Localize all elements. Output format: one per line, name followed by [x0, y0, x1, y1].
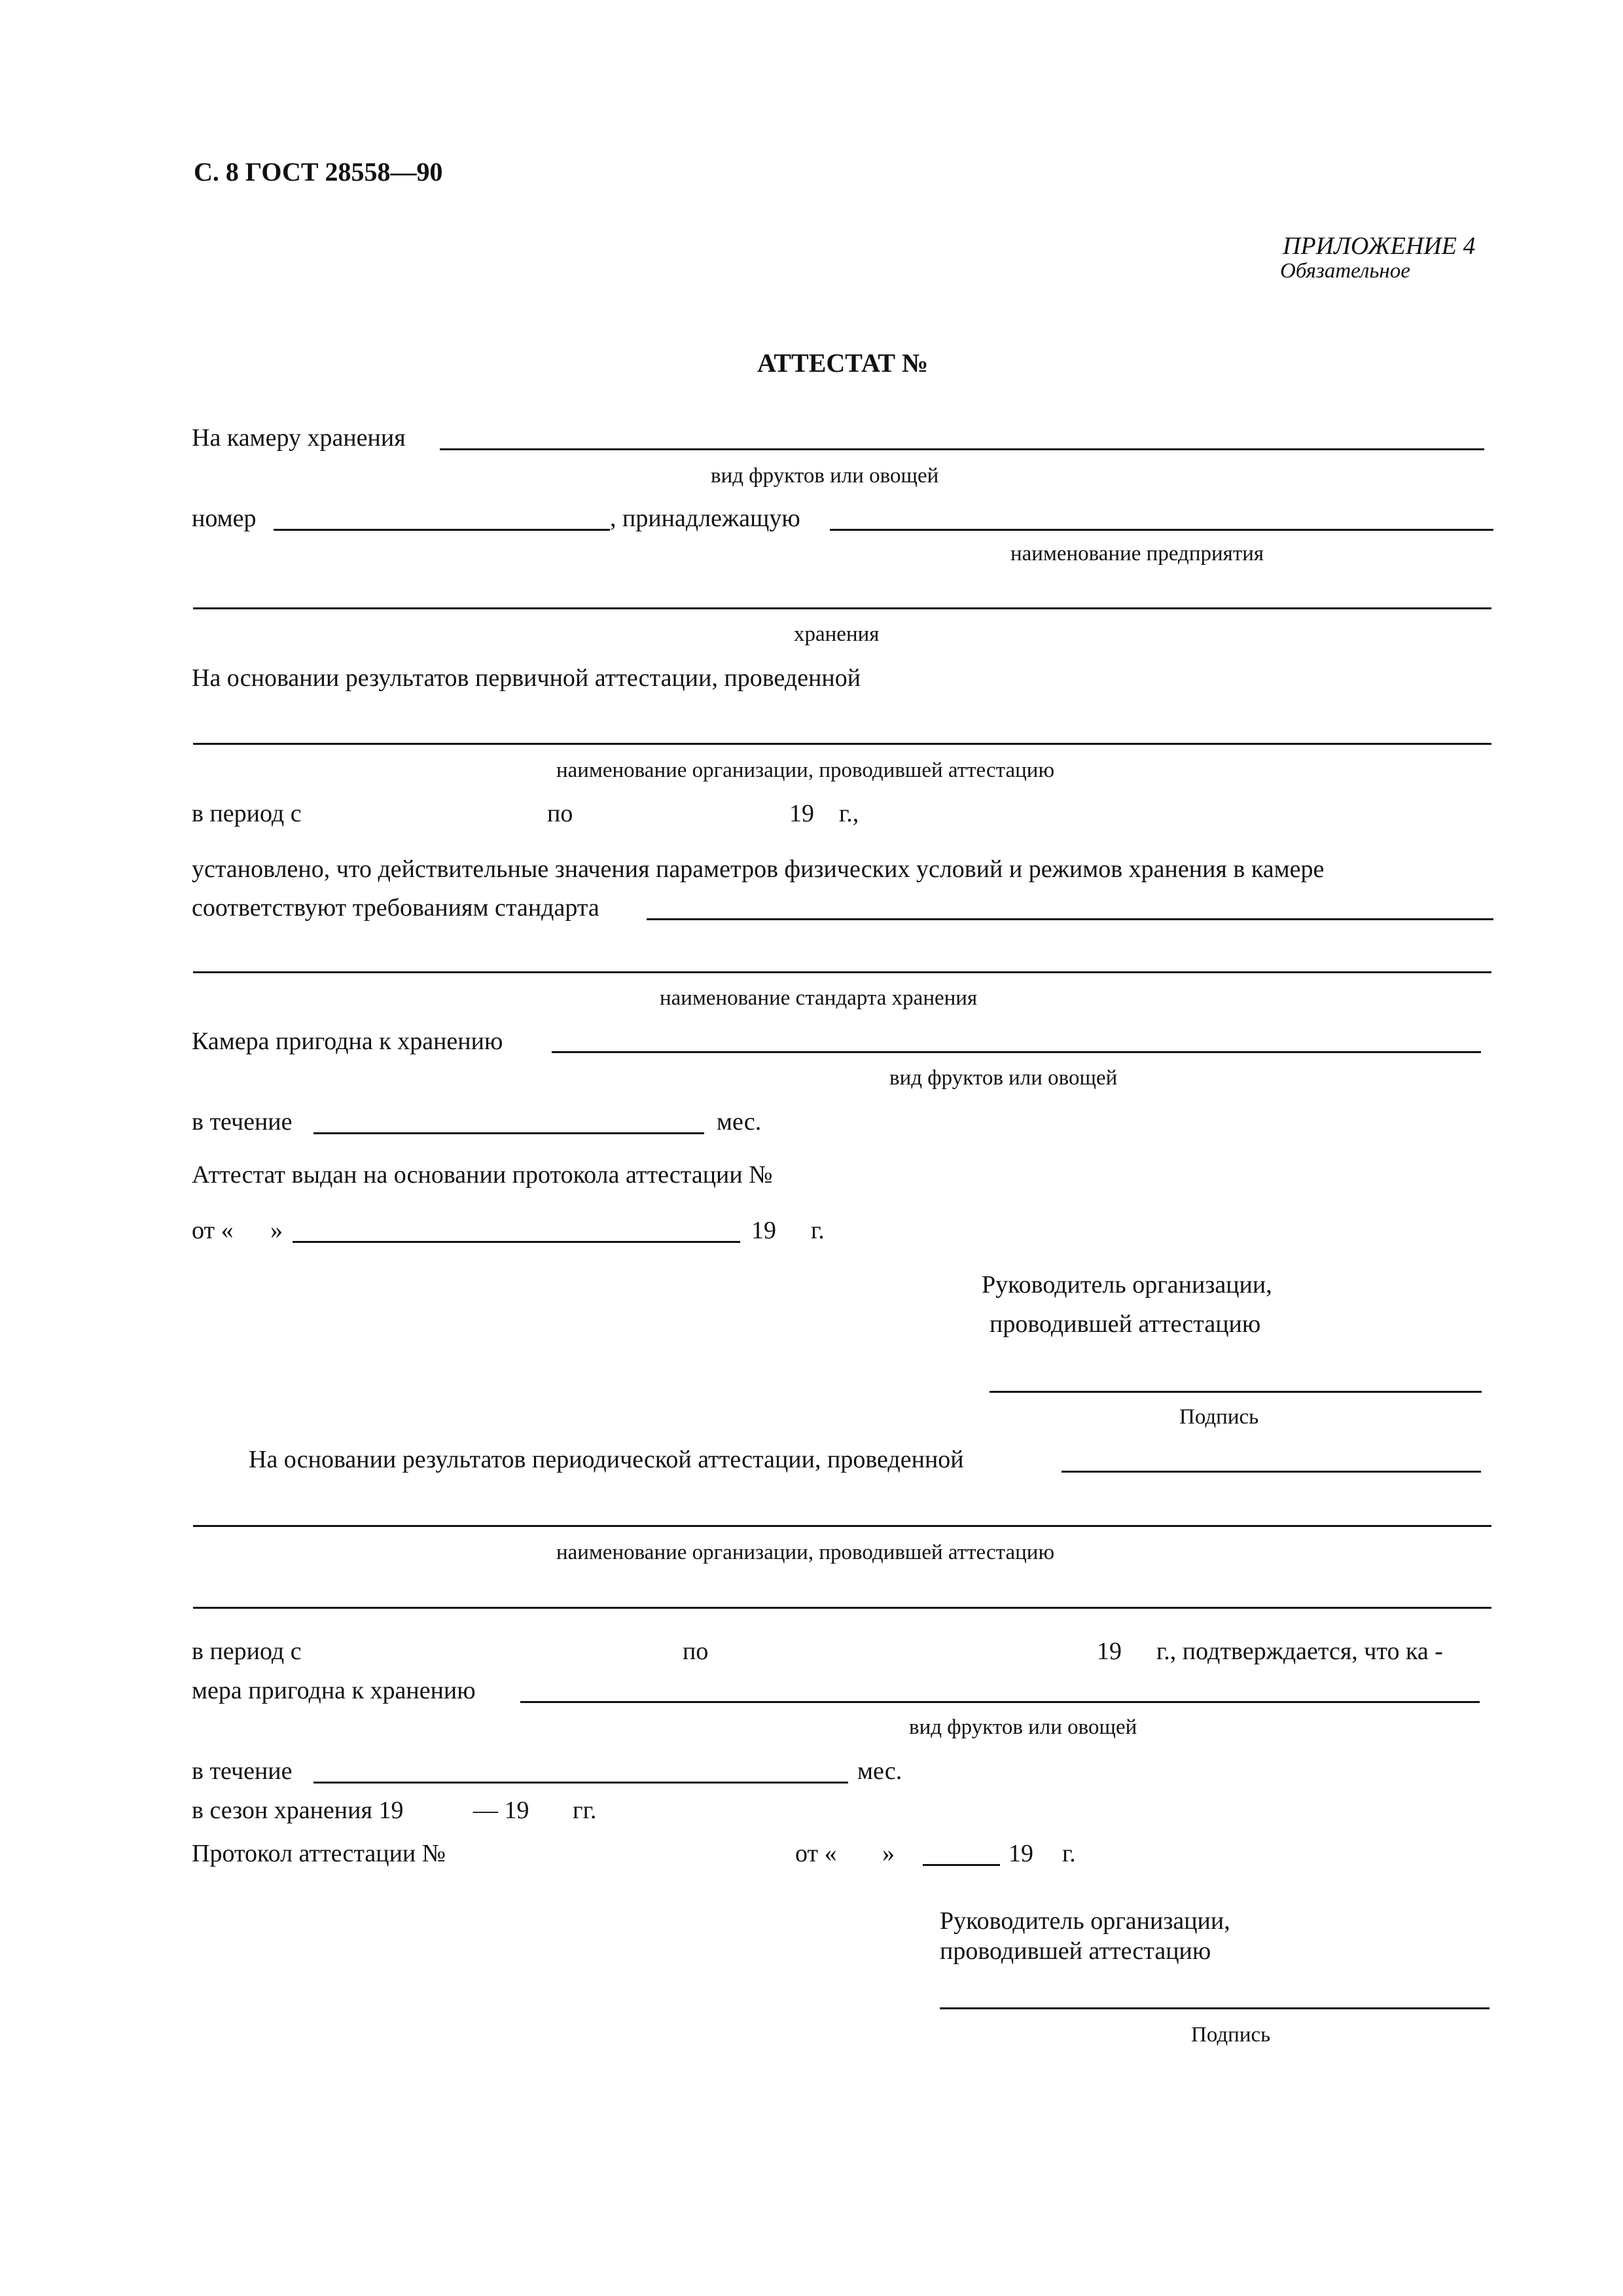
belonging-label: , принадлежащую [610, 505, 800, 532]
head-title-line1-2: Руководитель организации, [940, 1907, 1230, 1935]
protocol-label: Протокол аттестации № [192, 1840, 446, 1867]
head-title-line1: Руководитель организации, [982, 1271, 1272, 1299]
primary-basis-text: На основании результатов первичной аттестации, проведенной [192, 664, 861, 692]
from-label-2: от « [795, 1840, 837, 1867]
camera-suitable-label: мера пригодна к хранению [192, 1677, 476, 1704]
period-from-label-2: в период с [192, 1638, 302, 1665]
caption-enterprise: наименование предприятия [1010, 542, 1264, 565]
number-line[interactable] [274, 529, 610, 531]
during-label-2: в течение [192, 1757, 293, 1785]
suitable-fruit-line[interactable] [552, 1051, 1481, 1053]
camera-label: На камеру хранения [192, 424, 406, 452]
established-text: установлено, что действительные значения параметров физических условий и режимов хранения в камере [192, 855, 1325, 883]
period-year-suffix: г., [839, 800, 859, 827]
head-title-line2-2: проводившей аттестацию [940, 1937, 1211, 1965]
caption-fruit-type-3: вид фруктов или овощей [909, 1715, 1137, 1739]
period-to-label: по [547, 800, 573, 827]
storage-line[interactable] [193, 607, 1491, 609]
months-line[interactable] [313, 1132, 704, 1134]
caption-fruit-type-2: вид фруктов или овощей [889, 1066, 1118, 1090]
caption-organization-2: наименование организации, проводившей аттестацию [556, 1541, 1055, 1564]
season-years-suffix: гг. [573, 1797, 597, 1824]
conform-label: соответствуют требованиям стандарта [192, 894, 599, 922]
season-label: в сезон хранения 19 [192, 1797, 404, 1824]
caption-standard: наименование стандарта хранения [660, 986, 978, 1010]
signature-caption-2: Подпись [1191, 2023, 1271, 2047]
periodic-org-line-2[interactable] [193, 1525, 1491, 1527]
standard-line-2[interactable] [193, 971, 1491, 973]
protocol-year-2: 19 [1008, 1840, 1033, 1867]
caption-fruit-type: вид фруктов или овощей [711, 464, 939, 488]
quote-close: » [270, 1217, 283, 1244]
protocol-date-line[interactable] [293, 1241, 740, 1243]
confirm-text: г., подтверждается, что ка - [1156, 1638, 1443, 1665]
months-label: мес. [717, 1108, 762, 1136]
organization-line[interactable] [193, 743, 1491, 745]
periodic-org-line-3[interactable] [193, 1607, 1491, 1609]
number-label: номер [192, 505, 257, 532]
head-title-line2: проводившей аттестацию [990, 1310, 1261, 1338]
issued-text: Аттестат выдан на основании протокола аттестации № [192, 1161, 773, 1189]
periodic-org-line-1[interactable] [1061, 1471, 1481, 1473]
from-label: от « [192, 1217, 234, 1244]
suitable-label: Камера пригодна к хранению [192, 1028, 503, 1055]
protocol-year-suffix: г. [811, 1217, 825, 1244]
protocol-year: 19 [751, 1217, 776, 1244]
caption-organization: наименование организации, проводившей аттестацию [556, 759, 1055, 782]
period-year-2: 19 [1097, 1638, 1122, 1665]
periodic-basis-text: На основании результатов периодической аттестации, проведенной [249, 1446, 964, 1473]
signature-caption-1: Подпись [1179, 1405, 1259, 1429]
protocol-date-line-2[interactable] [923, 1864, 1000, 1866]
months-line-2[interactable] [313, 1782, 848, 1784]
fruit-type-line[interactable] [440, 448, 1484, 450]
period-to-label-2: по [683, 1638, 709, 1665]
months-label-2: мес. [857, 1757, 902, 1785]
standard-line-1[interactable] [647, 918, 1493, 920]
during-label: в течение [192, 1108, 293, 1136]
document-title: АТТЕСТАТ № [757, 348, 929, 378]
appendix-title: ПРИЛОЖЕНИЕ 4 [1283, 232, 1476, 260]
protocol-year-suffix-2: г. [1062, 1840, 1076, 1867]
caption-storage: хранения [794, 622, 880, 646]
signature-line-2[interactable] [940, 2007, 1489, 2009]
enterprise-line[interactable] [830, 529, 1493, 531]
season-dash-year: — 19 [473, 1797, 529, 1824]
appendix-status: Обязательное [1280, 259, 1410, 283]
signature-line-1[interactable] [990, 1391, 1482, 1393]
period-from-label: в период с [192, 800, 302, 827]
quote-close-2: » [882, 1840, 895, 1867]
page-reference: С. 8 ГОСТ 28558—90 [194, 157, 443, 187]
periodic-fruit-line[interactable] [520, 1701, 1480, 1703]
period-year: 19 [789, 800, 814, 827]
